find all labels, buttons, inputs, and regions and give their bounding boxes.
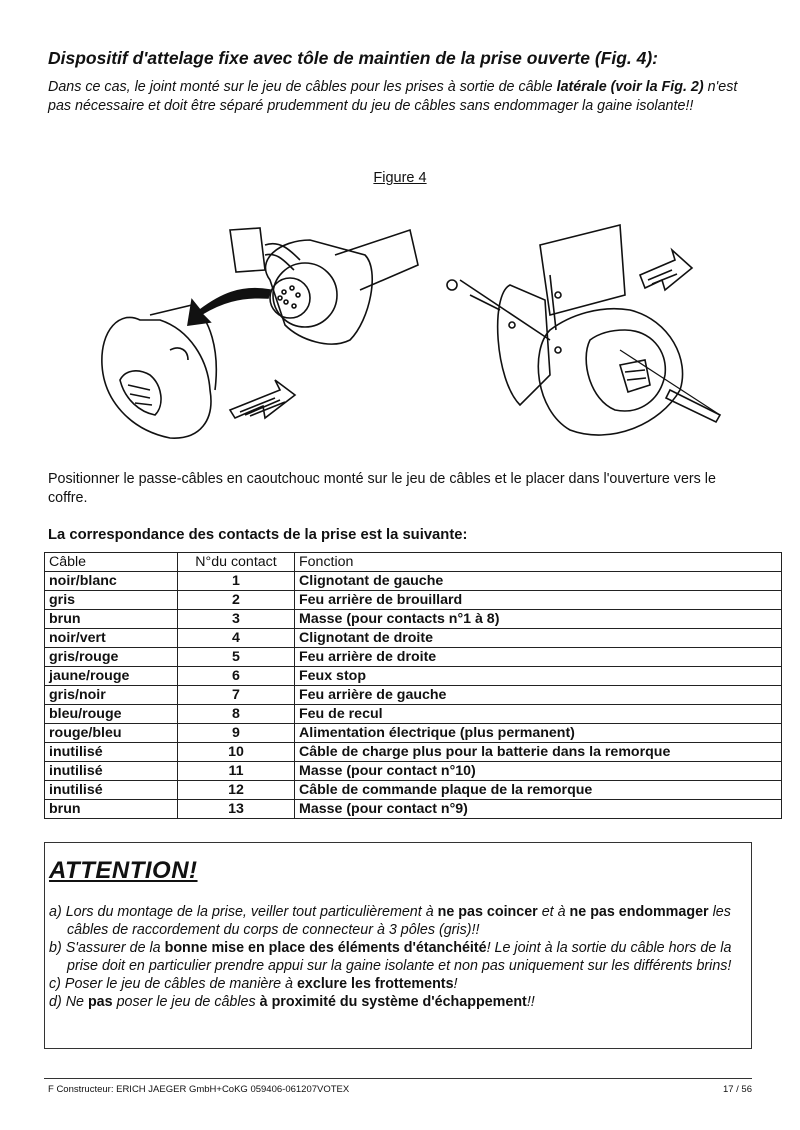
cell-cable: brun bbox=[45, 800, 178, 819]
intro-paragraph bbox=[48, 78, 748, 116]
figure-label: Figure 4 bbox=[373, 170, 427, 186]
footer-manufacturer: F Constructeur: ERICH JAEGER GmbH+CoKG 059406-061207VOTEX bbox=[48, 1084, 350, 1095]
cell-function: Feu arrière de gauche bbox=[295, 686, 782, 705]
cell-cable: gris/noir bbox=[45, 686, 178, 705]
attention-item-a: a) Lors du montage de la prise, veiller tout particulièrement à ne pas coincer et à ne pas endommager les câbles de raccordement du corps de connecteur à 3 pôles (gris)!! bbox=[49, 904, 731, 938]
plug-connector-left bbox=[230, 228, 418, 344]
attention-heading: ATTENTION! bbox=[49, 857, 198, 884]
socket-assembly-right bbox=[447, 280, 720, 435]
arrow-left-up bbox=[188, 289, 270, 325]
cell-function: Alimentation électrique (plus permanent) bbox=[295, 724, 782, 743]
figure-4-illustration bbox=[80, 200, 740, 445]
cell-function: Clignotant de droite bbox=[295, 629, 782, 648]
attention-box bbox=[44, 842, 752, 1049]
cell-function: Masse (pour contacts n°1 à 8) bbox=[295, 610, 782, 629]
cell-cable: bleu/rouge bbox=[45, 705, 178, 724]
intro-bold: latérale (voir la Fig. 2) bbox=[556, 79, 704, 95]
table-row bbox=[45, 781, 782, 800]
cell-contact: 9 bbox=[178, 724, 295, 743]
intro-text-2: n'est pas nécessaire et doit être séparé prudemment du jeu de câbles sans endommager la gaine isolante!! bbox=[48, 79, 738, 114]
contacts-table bbox=[44, 552, 782, 819]
cell-cable: gris/rouge bbox=[45, 648, 178, 667]
cell-contact: 4 bbox=[178, 629, 295, 648]
cell-cable: inutilisé bbox=[45, 762, 178, 781]
table-row bbox=[45, 610, 782, 629]
cell-cable: gris bbox=[45, 591, 178, 610]
cell-function: Feux stop bbox=[295, 667, 782, 686]
socket-cover-left bbox=[102, 305, 216, 438]
table-row bbox=[45, 629, 782, 648]
attention-item-b: b) S'assurer de la bonne mise en place des éléments d'étanchéité! Le joint à la sortie du câble hors de la prise doit en particulier prendre appui sur la gaine isolante et non pas uniquement sur les différents brins! bbox=[49, 940, 732, 974]
cell-cable: inutilisé bbox=[45, 781, 178, 800]
cell-cable: noir/blanc bbox=[45, 572, 178, 591]
table-row bbox=[45, 686, 782, 705]
cell-cable: rouge/bleu bbox=[45, 724, 178, 743]
cell-contact: 3 bbox=[178, 610, 295, 629]
header-function: Fonction bbox=[295, 553, 782, 572]
table-row bbox=[45, 724, 782, 743]
cell-contact: 2 bbox=[178, 591, 295, 610]
header-cable: Câble bbox=[45, 553, 178, 572]
cell-function: Feu de recul bbox=[295, 705, 782, 724]
cell-function: Câble de commande plaque de la remorque bbox=[295, 781, 782, 800]
table-row bbox=[45, 743, 782, 762]
cell-contact: 10 bbox=[178, 743, 295, 762]
table-title: La correspondance des contacts de la prise est la suivante: bbox=[48, 527, 468, 543]
intro-text-1: Dans ce cas, le joint monté sur le jeu de câbles pour les prises à sortie de câble bbox=[48, 79, 557, 95]
table-row bbox=[45, 762, 782, 781]
cell-contact: 12 bbox=[178, 781, 295, 800]
cell-contact: 5 bbox=[178, 648, 295, 667]
cell-cable: brun bbox=[45, 610, 178, 629]
cell-function: Feu arrière de brouillard bbox=[295, 591, 782, 610]
cell-function: Masse (pour contact n°10) bbox=[295, 762, 782, 781]
table-row bbox=[45, 591, 782, 610]
cell-function: Feu arrière de droite bbox=[295, 648, 782, 667]
table-row bbox=[45, 572, 782, 591]
table-row bbox=[45, 800, 782, 819]
table-row bbox=[45, 648, 782, 667]
page-number: 17 / 56 bbox=[722, 1084, 752, 1095]
attention-item-c: c) Poser le jeu de câbles de manière à exclure les frottements! bbox=[49, 976, 458, 992]
cell-function: Câble de charge plus pour la batterie dans la remorque bbox=[295, 743, 782, 762]
footer-divider bbox=[44, 1078, 752, 1079]
table-row bbox=[45, 705, 782, 724]
cell-cable: jaune/rouge bbox=[45, 667, 178, 686]
cell-contact: 13 bbox=[178, 800, 295, 819]
table-header-row bbox=[45, 553, 782, 572]
page-title: Dispositif d'attelage fixe avec tôle de maintien de la prise ouverte (Fig. 4): bbox=[48, 48, 659, 68]
table-row bbox=[45, 667, 782, 686]
cell-cable: inutilisé bbox=[45, 743, 178, 762]
attention-list bbox=[49, 903, 739, 1011]
cell-contact: 6 bbox=[178, 667, 295, 686]
mounting-plate-right bbox=[498, 225, 625, 405]
arrow-hatched-left bbox=[230, 380, 295, 418]
cell-contact: 1 bbox=[178, 572, 295, 591]
cell-function: Clignotant de gauche bbox=[295, 572, 782, 591]
attention-item-d: d) Ne pas poser le jeu de câbles à proximité du système d'échappement!! bbox=[49, 994, 535, 1010]
cell-cable: noir/vert bbox=[45, 629, 178, 648]
description-paragraph: Positionner le passe-câbles en caoutchouc monté sur le jeu de câbles et le placer dans l'ouverture vers le coffre. bbox=[48, 471, 716, 506]
cell-contact: 7 bbox=[178, 686, 295, 705]
cell-contact: 11 bbox=[178, 762, 295, 781]
cell-contact: 8 bbox=[178, 705, 295, 724]
arrow-hatched-right bbox=[640, 250, 692, 290]
header-contact: N°du contact bbox=[178, 553, 295, 572]
cell-function: Masse (pour contact n°9) bbox=[295, 800, 782, 819]
